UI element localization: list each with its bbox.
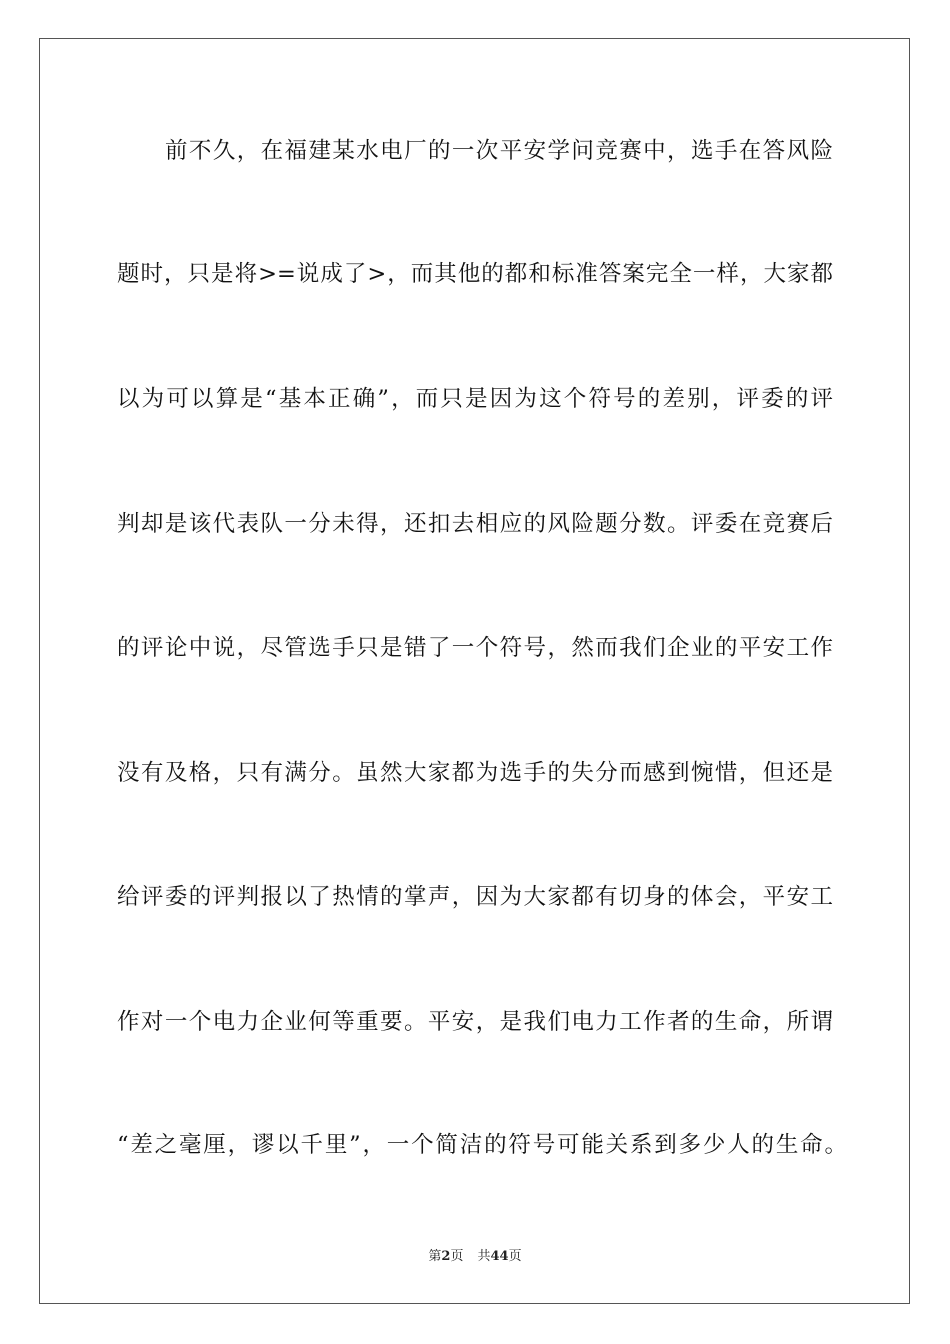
- page-suffix: 页: [450, 1249, 464, 1264]
- page-number: 2: [441, 1249, 451, 1264]
- paragraph-line-7: 给评委的评判报以了热情的掌声，因为大家都有切身的体会，平安工: [117, 884, 833, 910]
- paragraph-line-6: 没有及格，只有满分。虽然大家都为选手的失分而感到惋惜，但还是: [117, 760, 833, 786]
- page-border: [39, 38, 910, 1304]
- total-prefix: 共: [477, 1249, 491, 1264]
- paragraph-line-2: 题时，只是将>=说成了>，而其他的都和标准答案完全一样，大家都: [117, 261, 833, 287]
- paragraph-line-1: 前不久，在福建某水电厂的一次平安学问竞赛中，选手在答风险: [165, 138, 833, 164]
- paragraph-line-5: 的评论中说，尽管选手只是错了一个符号，然而我们企业的平安工作: [117, 635, 833, 661]
- paragraph-line-9: “差之毫厘，谬以千里”，一个简洁的符号可能关系到多少人的生命。: [117, 1132, 847, 1158]
- paragraph-line-3: 以为可以算是“基本正确”，而只是因为这个符号的差别，评委的评: [117, 386, 833, 412]
- total-pages: 44: [490, 1249, 509, 1264]
- total-suffix: 页: [508, 1249, 522, 1264]
- page-footer: [0, 1248, 950, 1266]
- page-prefix: 第: [428, 1249, 442, 1264]
- paragraph-line-8: 作对一个电力企业何等重要。平安，是我们电力工作者的生命，所谓: [117, 1009, 833, 1035]
- paragraph-line-4: 判却是该代表队一分未得，还扣去相应的风险题分数。评委在竞赛后: [117, 511, 833, 537]
